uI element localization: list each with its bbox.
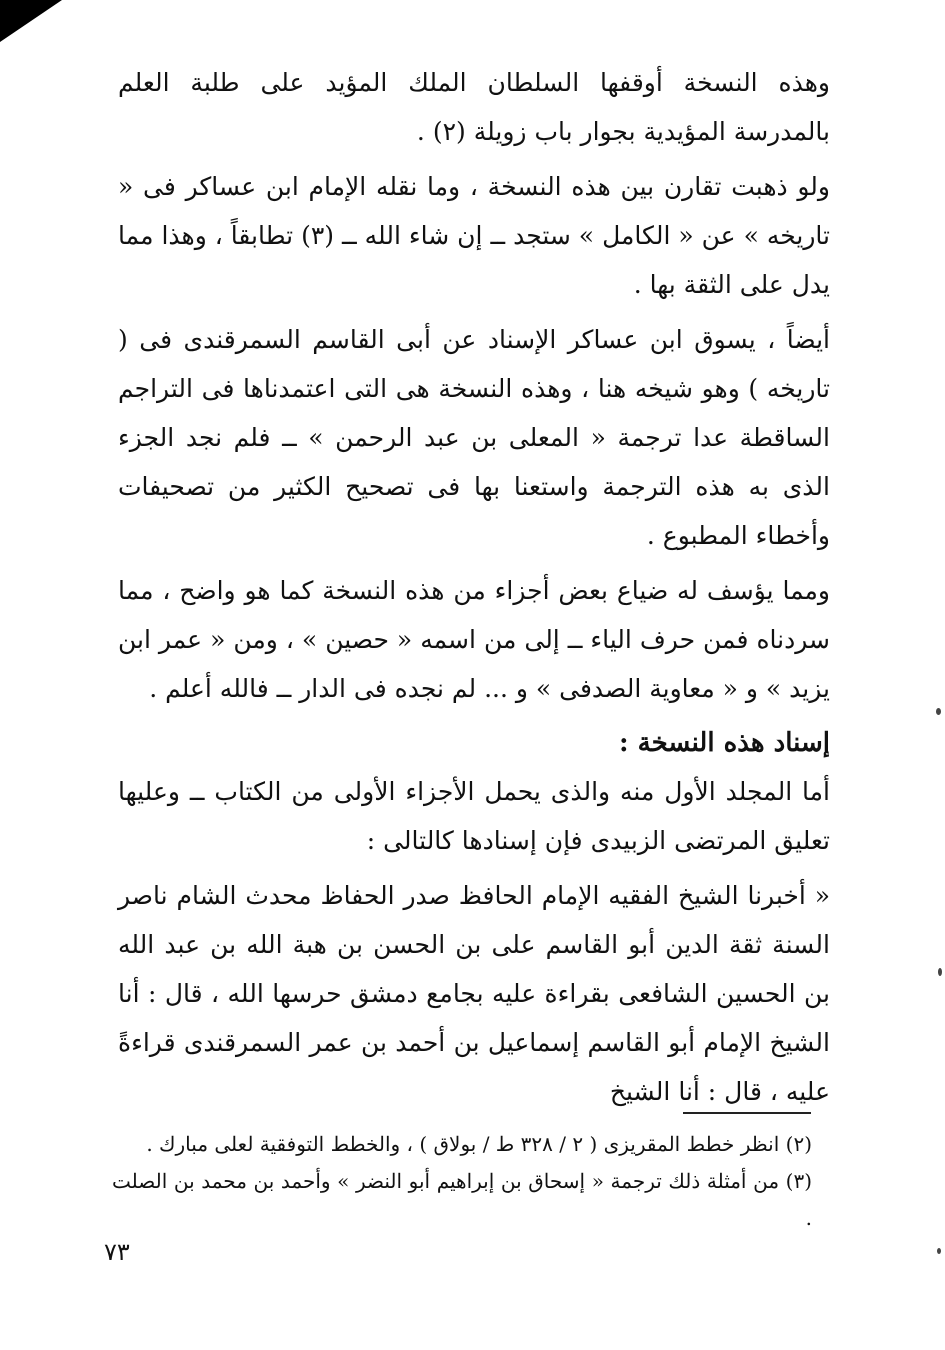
section-heading: إسناد هذه النسخة : [619, 728, 830, 758]
footnote-3: (٣) من أمثلة ذلك ترجمة « إسحاق بن إبراهيم أبو النضر » وأحمد بن محمد بن الصلت . [112, 1169, 812, 1230]
footnotes [112, 1126, 812, 1237]
paragraph: ولو ذهبت تقارن بين هذه النسخة ، وما نقله الإمام ابن عساكر فى « تاريخه » عن « الكامل » ستجد ــ إن شاء الله ــ (٣) تطابقاً ، وهذا مما يدل على الثقة بها . [118, 172, 831, 299]
footnote-2: (٢) انظر خطط المقريزى ( ٢ / ٣٢٨ ط / بولاق ) ، والخطط التوفقية لعلى مبارك . [146, 1132, 812, 1156]
paragraph: أيضاً ، يسوق ابن عساكر الإسناد عن أبى القاسم السمرقندى فى ( تاريخه ) وهو شيخه هنا ، وهذه النسخة هى التى اعتمدناها فى التراجم الساقطة عدا ترجمة « المعلى بن عبد الرحمن » ــ فلم نجد الجزء الذى به هذه الترجمة واستعنا بها فى تصحيح الكثير من تصحيفات وأخطاء المطبوع . [118, 325, 830, 550]
scan-speck [936, 708, 941, 715]
paragraph: ومما يؤسف له ضياع بعض أجزاء من هذه النسخة كما هو واضح ، مما سردناه فمن حرف الياء ــ إلى من اسمه « حصين » ، ومن « عمر ابن يزيد » و « معاوية الصدفى » و ... لم نجده فى الدار ــ فالله أعلم . [118, 576, 830, 703]
corner-black-triangle [0, 0, 62, 42]
scan-speck [938, 968, 942, 976]
paragraph: أما المجلد الأول منه والذى يحمل الأجزاء الأولى من الكتاب ــ وعليها تعليق المرتضى الزبيدى فإن إسنادها كالتالى : [118, 777, 830, 855]
footnote-divider [683, 1112, 811, 1114]
paragraph: وهذه النسخة أوقفها السلطان الملك المؤيد على طلبة العلم بالمدرسة المؤيدية بجوار باب زويلة (٢) . [118, 68, 830, 146]
page-body [118, 58, 830, 1116]
scan-speck [937, 1248, 941, 1254]
paragraph: « أخبرنا الشيخ الفقيه الإمام الحافظ صدر الحفاظ محدث الشام ناصر السنة ثقة الدين أبو القاسم على بن الحسن بن هبة الله بن عبد الله بن الحسين الشافعى بقراءة عليه بجامع دمشق حرسها الله ، قال : أنا الشيخ الإمام أبو القاسم إسماعيل بن أحمد بن عمر السمرقندى قراءةً عليه ، قال : أنا الشيخ [118, 881, 830, 1106]
page-number: ٧٣ [104, 1238, 130, 1266]
